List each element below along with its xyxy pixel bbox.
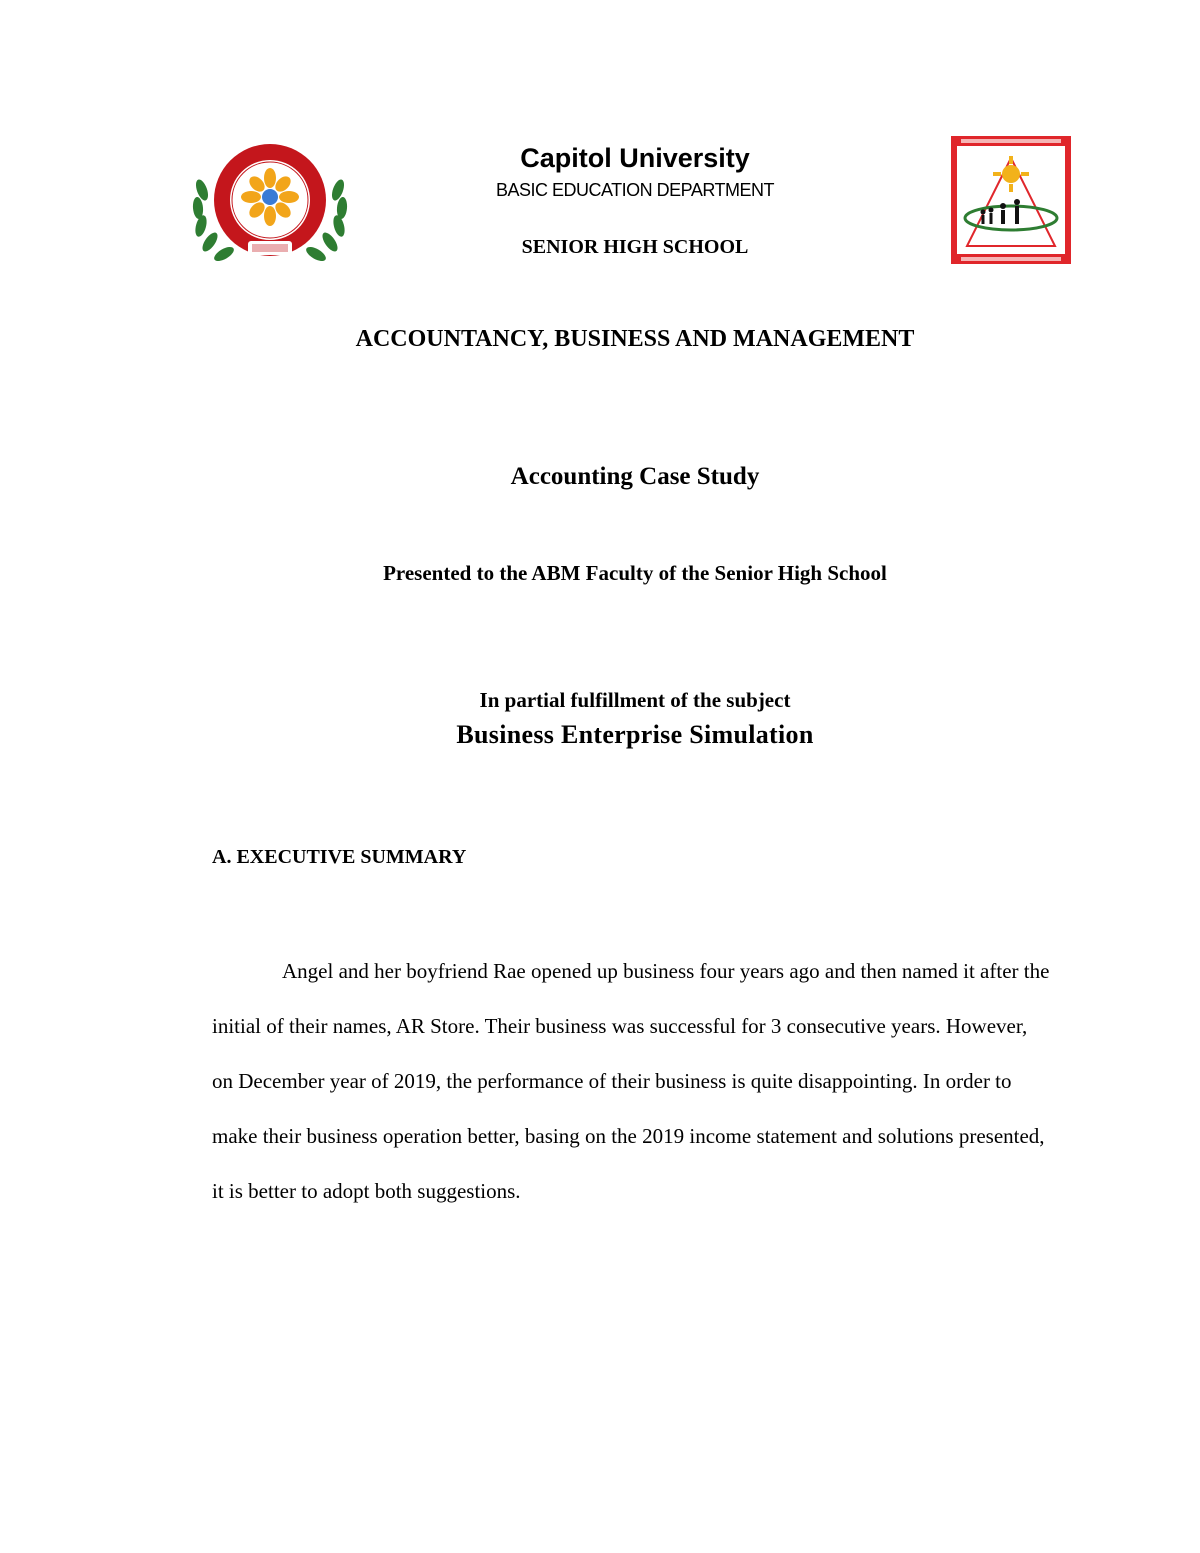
case-study-title: Accounting Case Study (510, 463, 760, 490)
capitol-university-seal-icon (188, 138, 352, 270)
section-heading: A. EXECUTIVE SUMMARY (212, 846, 467, 868)
department-name: BASIC EDUCATION DEPARTMENT (495, 180, 775, 200)
basic-education-department-logo-icon (951, 136, 1071, 264)
document-header (385, 140, 885, 258)
strand-title: ACCOUNTANCY, BUSINESS AND MANAGEMENT (355, 326, 915, 352)
school-name: SENIOR HIGH SCHOOL (521, 236, 749, 258)
university-name: Capitol University (520, 143, 750, 173)
partial-fulfillment-line: In partial fulfillment of the subject (479, 688, 791, 712)
subject-title: Business Enterprise Simulation (456, 720, 814, 749)
executive-summary-paragraph: Angel and her boyfriend Rae opened up business four years ago and then named it after the initial of their names, AR Store. Their business was successful for 3 consecutive years. However, on December year of 2019, the performance of their business is quite disappointing. In order to make their business operation better, basing on the 2019 income statement and solutions presented, it is better to adopt both suggestions. (212, 959, 1050, 1203)
presented-to-line: Presented to the ABM Faculty of the Senior High School (383, 561, 887, 585)
